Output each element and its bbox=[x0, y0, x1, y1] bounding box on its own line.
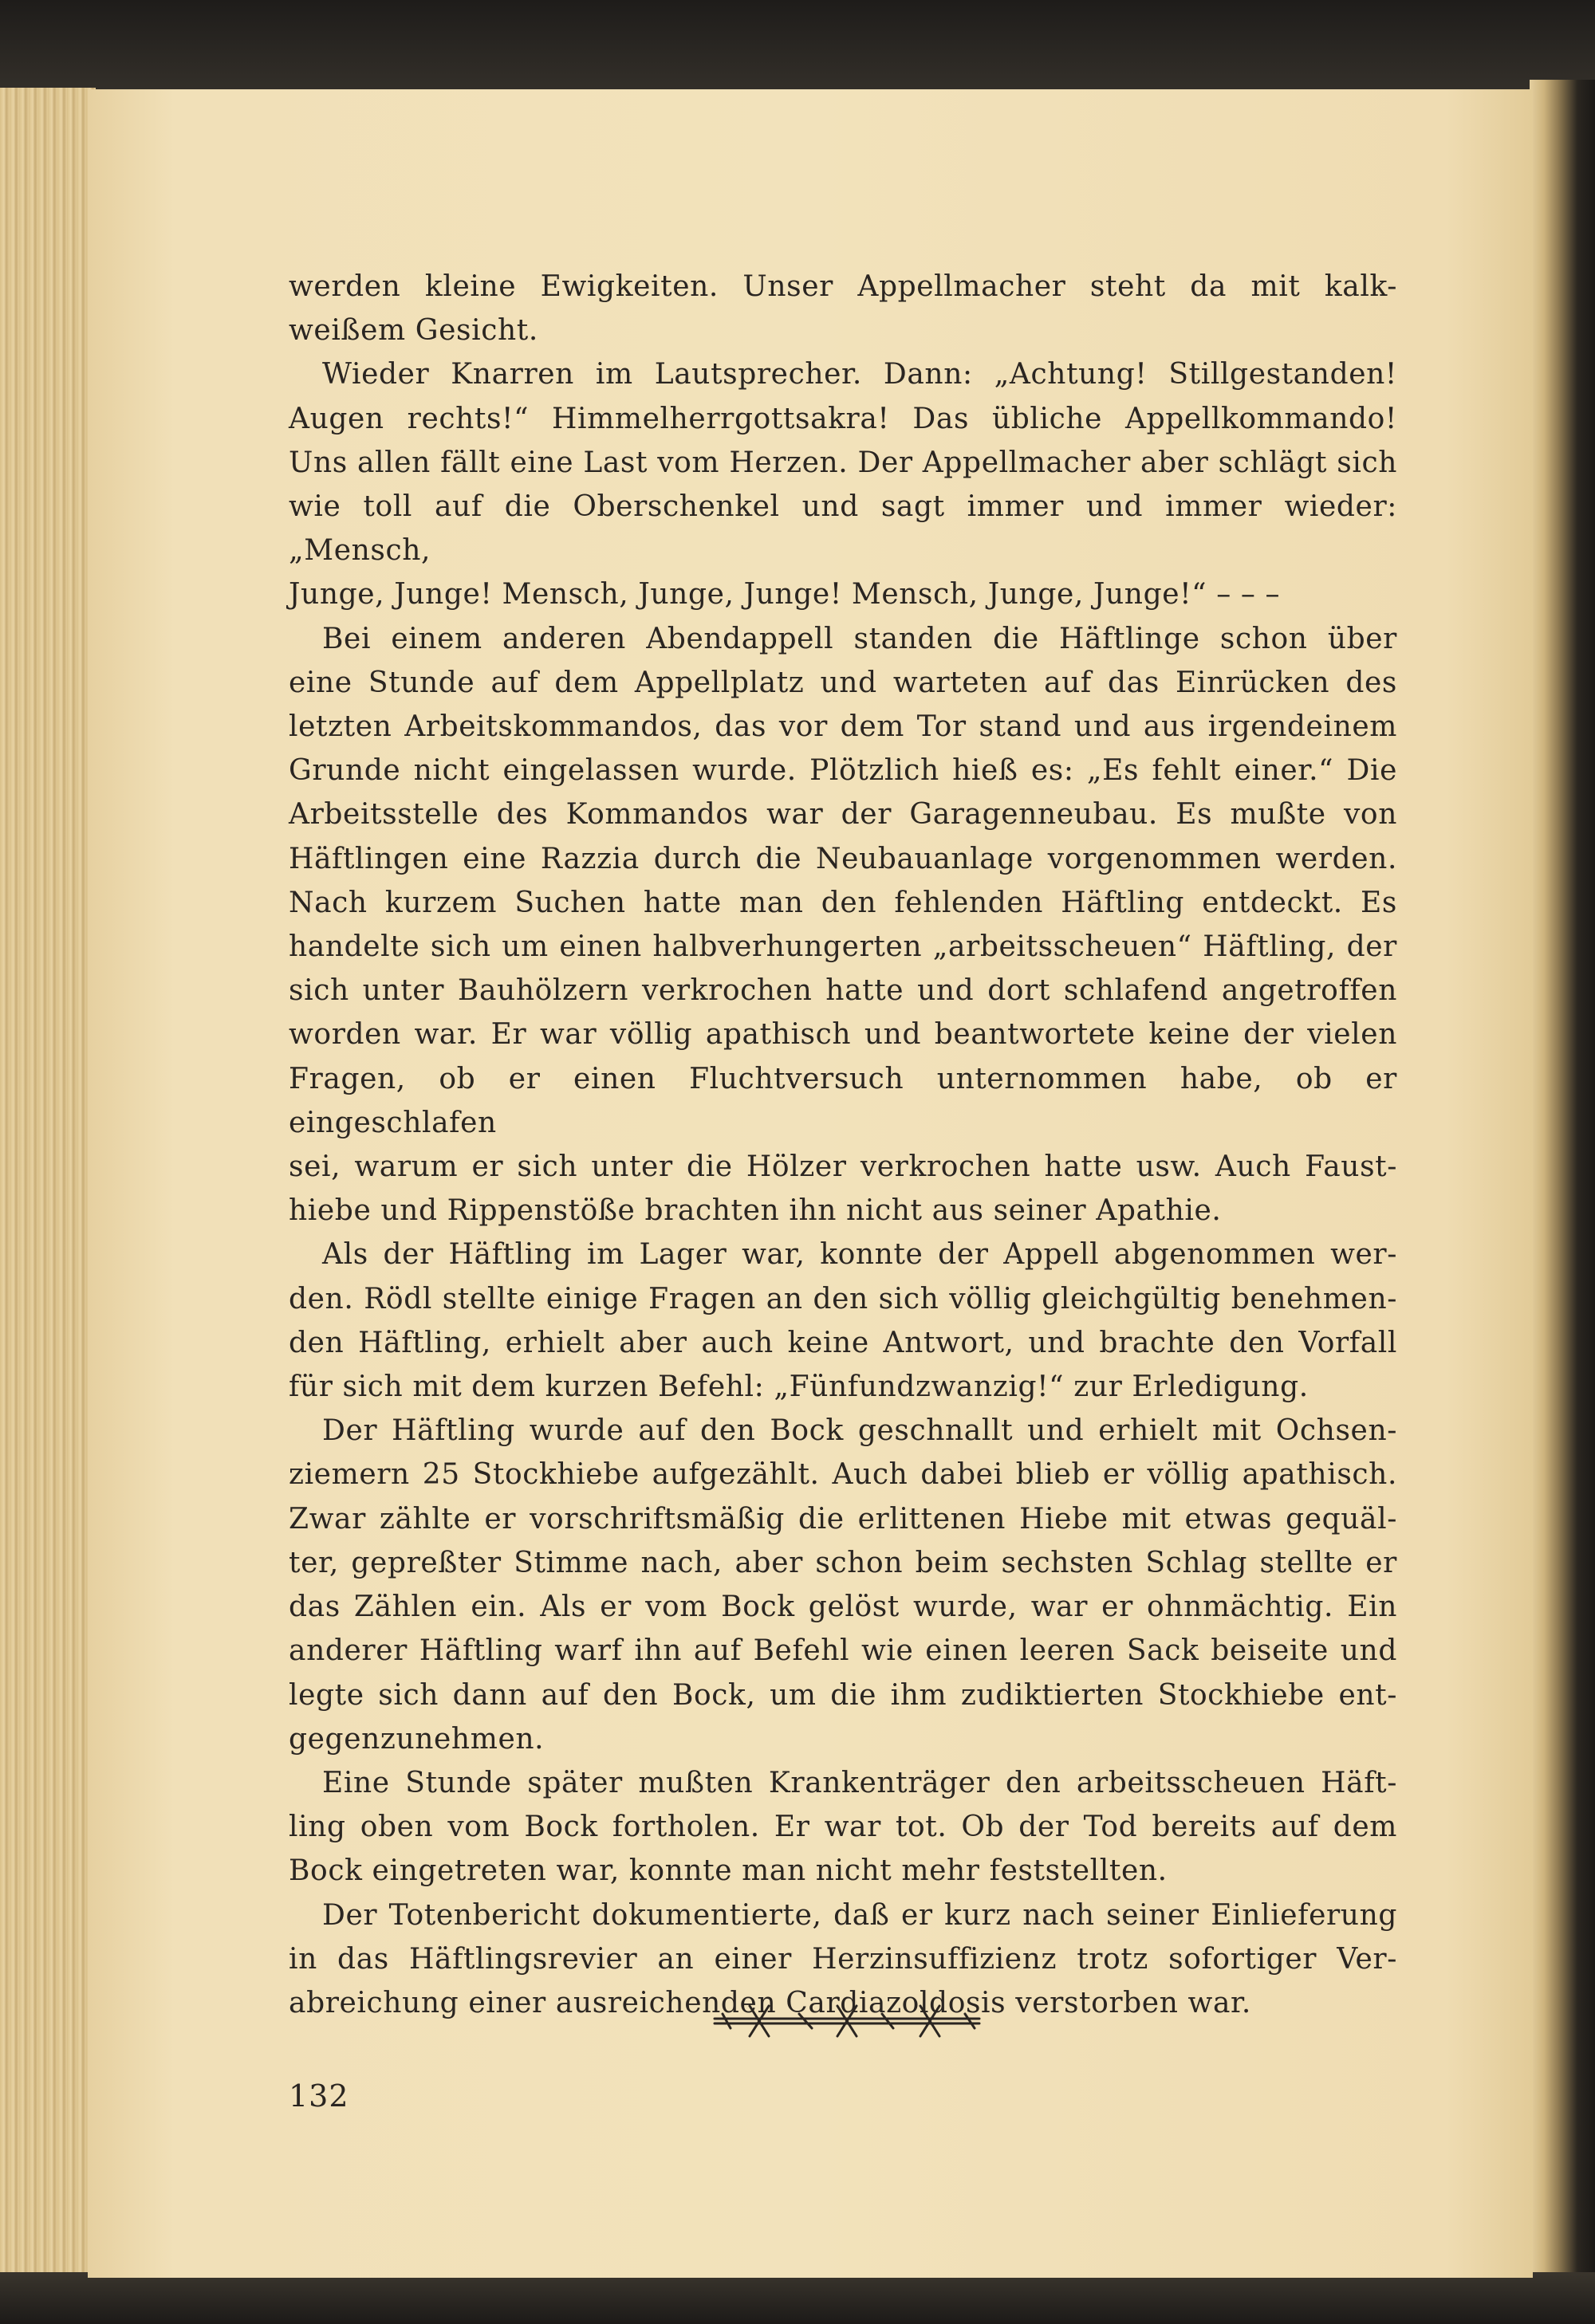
paragraph bbox=[289, 617, 1397, 1233]
text-line: sich unter Bauhölzern verkrochen hatte und dort schlafend angetroffen bbox=[289, 974, 1397, 1008]
text-line: Bei einem anderen Abendappell standen die Häftlinge schon über bbox=[322, 622, 1397, 655]
paragraph bbox=[289, 1409, 1397, 1761]
text-line: ter, gepreßter Stimme nach, aber schon beim sechsten Schlag stellte er bbox=[289, 1546, 1397, 1579]
text-line: den Häftling, erhielt aber auch keine Antwort, und brachte den Vorfall bbox=[289, 1326, 1397, 1359]
paragraph bbox=[289, 1761, 1397, 1893]
text-line: weißem Gesicht. bbox=[289, 314, 538, 348]
page-body-text bbox=[289, 265, 1397, 2025]
paragraph bbox=[289, 352, 1397, 616]
paragraph bbox=[289, 265, 1397, 352]
text-line: Der Totenbericht dokumentierte, daß er kurz nach seiner Einlieferung bbox=[322, 1898, 1397, 1932]
text-line: abreichung einer ausreichenden Cardiazoldosis verstorben war. bbox=[289, 1986, 1251, 2019]
text-line: ziemern 25 Stockhiebe aufgezählt. Auch dabei blieb er völlig apathisch. bbox=[289, 1458, 1397, 1492]
page-number: 132 bbox=[289, 2078, 349, 2114]
text-line: Bock eingetreten war, konnte man nicht mehr feststellten. bbox=[289, 1854, 1168, 1888]
book-spine-edge bbox=[1530, 80, 1595, 2288]
paragraph bbox=[289, 1233, 1397, 1409]
text-line: Als der Häftling im Lager war, konnte der Appell abgenommen wer- bbox=[322, 1238, 1397, 1272]
text-line: Junge, Junge! Mensch, Junge, Junge! Mensch, Junge, Junge!“ – – – bbox=[289, 578, 1281, 611]
text-line: werden kleine Ewigkeiten. Unser Appellmacher steht da mit kalk- bbox=[289, 270, 1397, 303]
text-line: handelte sich um einen halbverhungerten „arbeitsscheuen“ Häftling, der bbox=[289, 930, 1397, 964]
text-line: ling oben vom Bock fortholen. Er war tot. Ob der Tod bereits auf dem bbox=[289, 1811, 1397, 1844]
text-line: den. Rödl stellte einige Fragen an den sich völlig gleichgültig benehmen- bbox=[289, 1282, 1397, 1315]
text-line: wie toll auf die Oberschenkel und sagt immer und immer wieder: „Mensch, bbox=[289, 490, 1397, 568]
book-page-stack bbox=[0, 88, 96, 2284]
text-line: legte sich dann auf den Bock, um die ihm zudiktierten Stockhiebe ent- bbox=[289, 1678, 1397, 1712]
scan-bottom-border bbox=[0, 2272, 1595, 2324]
text-line: in das Häftlingsrevier an einer Herzinsuffizienz trotz sofortiger Ver- bbox=[289, 1942, 1397, 1976]
text-line: gegenzunehmen. bbox=[289, 1722, 545, 1756]
text-line: hiebe und Rippenstöße brachten ihn nicht aus seiner Apathie. bbox=[289, 1194, 1222, 1228]
text-line: Der Häftling wurde auf den Bock geschnallt und erhielt mit Ochsen- bbox=[322, 1414, 1397, 1448]
text-line: Nach kurzem Suchen hatte man den fehlenden Häftling entdeckt. Es bbox=[289, 886, 1397, 919]
text-line: Augen rechts!“ Himmelherrgottsakra! Das übliche Appellkommando! bbox=[289, 402, 1397, 435]
text-line: Fragen, ob er einen Fluchtversuch unternommen habe, ob er eingeschlafen bbox=[289, 1062, 1397, 1139]
text-line: worden war. Er war völlig apathisch und beantwortete keine der vielen bbox=[289, 1018, 1397, 1052]
text-line: Eine Stunde später mußten Krankenträger den arbeitsscheuen Häft- bbox=[322, 1766, 1397, 1799]
barbed-wire-ornament-icon bbox=[711, 1998, 983, 2043]
text-line: das Zählen ein. Als er vom Bock gelöst wurde, war er ohnmächtig. Ein bbox=[289, 1591, 1397, 1624]
text-line: Arbeitsstelle des Kommandos war der Garagenneubau. Es mußte von bbox=[289, 798, 1397, 832]
text-line: eine Stunde auf dem Appellplatz und warteten auf das Einrücken des bbox=[289, 666, 1397, 699]
text-line: Zwar zählte er vorschriftsmäßig die erlittenen Hiebe mit etwas gequäl- bbox=[289, 1502, 1397, 1536]
text-line: Grunde nicht eingelassen wurde. Plötzlich hieß es: „Es fehlt einer.“ Die bbox=[289, 754, 1397, 788]
scan-top-border bbox=[0, 0, 1595, 94]
text-line: anderer Häftling warf ihn auf Befehl wie einen leeren Sack beiseite und bbox=[289, 1634, 1397, 1668]
text-line: Wieder Knarren im Lautsprecher. Dann: „Achtung! Stillgestanden! bbox=[322, 358, 1397, 391]
text-line: Uns allen fällt eine Last vom Herzen. Der Appellmacher aber schlägt sich bbox=[289, 446, 1397, 479]
text-line: sei, warum er sich unter die Hölzer verkrochen hatte usw. Auch Faust- bbox=[289, 1150, 1397, 1184]
text-line: für sich mit dem kurzen Befehl: „Fünfundzwanzig!“ zur Erledigung. bbox=[289, 1370, 1309, 1404]
text-line: Häftlingen eine Razzia durch die Neubauanlage vorgenommen werden. bbox=[289, 842, 1397, 875]
text-line: letzten Arbeitskommandos, das vor dem Tor stand und aus irgendeinem bbox=[289, 710, 1397, 744]
